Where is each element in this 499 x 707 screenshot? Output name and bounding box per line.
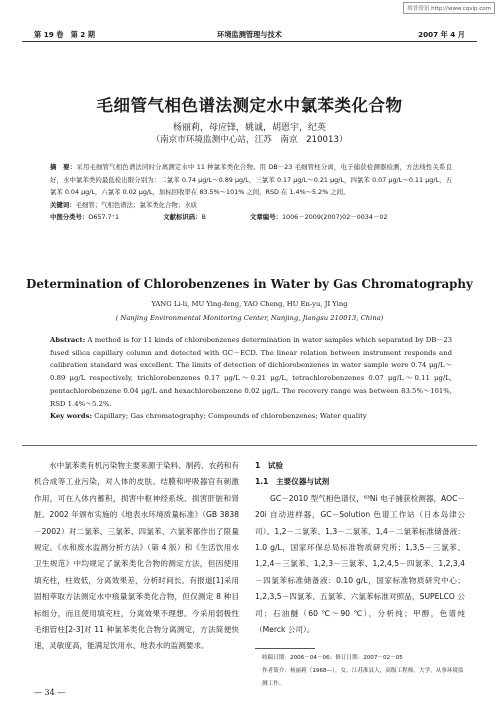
abstract-en-text: A method is for 11 kinds of chlorobenzenes determination in water samples which separated by DB－23 fused silica capillary column and detected with GC－ECD. The linear relation between instrument responds and calibration standard was excellent. The limits of detection of dichlorobenzenes in water sample were 0.74 μg/L～0.89 μg/L respectively, trichlorobenzenes 0.17 μg/L～0.21 μg/L, tetrachlorobenzenes 0.07 μg/L～0.11 μg/L, pentachlorobenzene 0.04 μg/L and hexachlorobenzene 0.02 μg/L. The recovery range was between 83.5%～101%, RSD 1.4%～5.2%. bbox=[50, 336, 452, 408]
article-no-value: 1006－2009(2007)02－0034－02 bbox=[281, 213, 388, 222]
footnote-author: 作者简介：杨丽莉（1968—），女，江苏淮县人，高级工程师，大学，从事环境监测工作。 bbox=[262, 668, 464, 687]
header-volume: 第 19 卷 第 2 期 bbox=[34, 30, 95, 39]
body-left-column bbox=[34, 458, 239, 655]
authors-en: YANG Li-li, MU Ying-feng, YAO Cheng, HU En-yu, JI Ying bbox=[151, 300, 348, 308]
keywords-cn-label: 关键词： bbox=[50, 200, 76, 209]
clc-label: 中图分类号： bbox=[50, 213, 89, 222]
footnote-received: 收稿日期：2006－04－06；修订日期：2007－02－05 bbox=[262, 655, 403, 661]
intro-paragraph: 水中氯苯类有机污染物主要来源于染料、制药、农药和有机合成等工业污染，对人体的皮肤、结膜和呼吸器官有刺激作用，可在人体内蓄积，损害中枢神经系统、损害肝脏和肾脏。2002 年颁布实施的《地表水环境质量标准》（GB 3838－2002）对二氯苯、三氯苯、四氯苯、六氯苯都作出了限量规定。《水和废水监测分析方法》（第 4 版）和《生活饮用水卫生规范》中均规定了氯苯类化合物的测定方法，但因使用填充柱，柱效低，分离效果差，分析时间长。有报道[1]采用固相萃取方法测定水中痕量氯苯类化合物，但仅测定 8 种目标组分，而且使用填充柱，分离效果不理想。今采用弱极性毛细管柱[2-3]对 11 种氯苯类化合物分离测定，方法简便快速，灵敏度高，能满足饮用水、地表水的监测要求。 bbox=[34, 461, 239, 651]
abstract-cn-label: 摘 要： bbox=[50, 163, 77, 171]
title-en: Determination of Chlorobenzenes in Water by Gas Chromatography bbox=[26, 277, 473, 291]
clc-value: O657.7⁺1 bbox=[88, 213, 120, 222]
header-journal: 环境监测管理与技术 bbox=[217, 30, 282, 39]
abstract-en-body bbox=[50, 334, 452, 410]
subsection-heading: 1.1 主要仪器与试剂 bbox=[255, 477, 330, 487]
body-right-column bbox=[255, 458, 465, 638]
affiliation-en: ( Nanjing Environmental Monitoring Center, Nanjing, Jiangsu 210013, China) bbox=[115, 314, 384, 322]
methods-paragraph: GC－2010 型气相色谱仪，⁶³Ni 电子捕获检测器，AOC－20i 自动进样器，GC－Solution 色谱工作站（日本岛津公司）。1,2－二氯苯、1,3－二氯苯、1,4－二氯苯标准储备液：1.0 g/L，国家环保总局标准物质研究所；1,3,5－三氯苯、1,2,4－三氯苯、1,2,3－三氯苯、1,2,4,5－四氯苯、1,2,3,4－四氯苯标准储备液：0.10 g/L，国家标准物质研究中心；1,2,3,5－四氯苯、五氯苯、六氯苯标准对照品，SUPELCO 公司；石油醚（60 ℃～90 ℃），分析纯；甲醇，色谱纯（Merck 公司）。 bbox=[255, 493, 465, 635]
section-rule bbox=[22, 445, 477, 446]
page-number: — 34 — bbox=[34, 688, 66, 697]
affiliation-cn: （南京市环境监测中心站，江苏 南京 210013） bbox=[151, 135, 348, 145]
keywords-en-text: Capillary; Gas chromatography; Compounds of chlorobenzenes; Water quality bbox=[94, 412, 367, 421]
header-rule bbox=[22, 41, 477, 42]
section-heading: 1 试验 bbox=[255, 461, 284, 470]
abstract-cn-body bbox=[50, 161, 452, 199]
abstract-cn bbox=[50, 161, 452, 224]
keywords-cn bbox=[50, 199, 452, 212]
authors-cn: 杨丽莉，母应锋，姚诚，胡恩宇，纪英 bbox=[172, 123, 326, 133]
keywords-en bbox=[50, 410, 452, 423]
keywords-cn-text: 毛细管；气相色谱法；氯苯类化合物；水质 bbox=[75, 200, 197, 209]
footnote-rule bbox=[255, 648, 315, 649]
abstract-cn-text: 采用毛细管气相色谱法同时分离测定水中 11 种氯苯类化合物。用 DB－23 毛细管柱分离，电子捕获检测器检测，方法线性关系良好，水中氯苯类的最低检出限分别为：二氯苯 0.74 μg/L～0.89 μg/L，三氯苯 0.17 μg/L～0.21 μg/L，四氯苯 0.07 μg/L～0.11 μg/L，五氯苯 0.04 μg/L，六氯苯 0.02 μg/L，加标回收率在 83.5%～101% 之间，RSD 在 1.4%～5.2% 之间。 bbox=[50, 163, 452, 197]
doc-code-value: B bbox=[201, 213, 206, 222]
abstract-en bbox=[50, 334, 452, 423]
article-no-label: 文章编号： bbox=[250, 213, 282, 222]
doc-code-label: 文献标识码： bbox=[163, 213, 202, 222]
title-cn: 毛细管气相色谱法测定水中氯苯类化合物 bbox=[96, 96, 403, 115]
keywords-en-label: Key words: bbox=[50, 412, 93, 421]
header-date: 2007 年 4 月 bbox=[418, 30, 465, 39]
footnote bbox=[262, 652, 467, 691]
watermark: 维普资讯 http://www.cqvip.com bbox=[403, 2, 495, 14]
classification-line bbox=[50, 211, 452, 224]
abstract-en-label: Abstract: bbox=[50, 336, 86, 344]
